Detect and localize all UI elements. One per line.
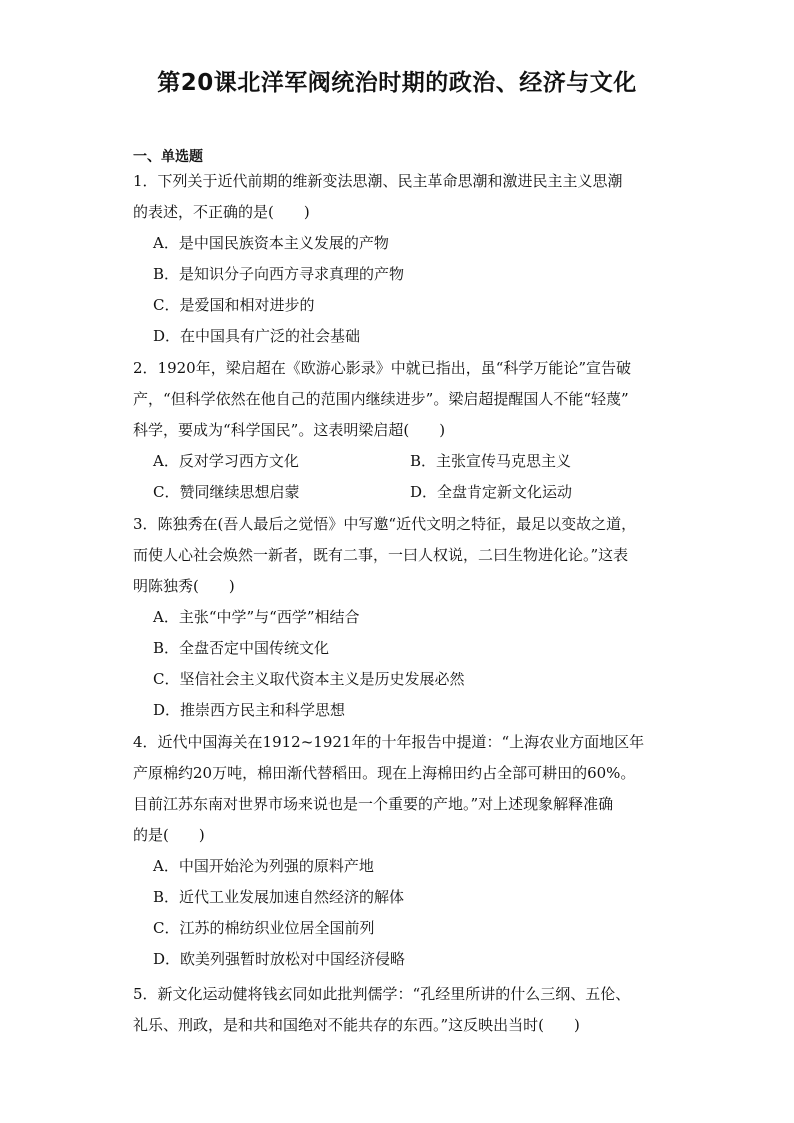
question-2-option-a: A．反对学习西方文化 [153,452,299,470]
question-4-option-a: A．中国开始沦为列强的原料产地 [153,857,374,875]
question-3-stem-cont: 而使人心社会焕然一新者，既有二事，一曰人权说，二曰生物进化论。”这表 [133,546,629,564]
question-2-stem-cont-2: 科学，要成为“科学国民”。这表明梁启超( ) [133,421,446,439]
question-3-option-c: C．坚信社会主义取代资本主义是历史发展必然 [153,670,465,688]
question-4-option-d: D．欧美列强暂时放松对中国经济侵略 [153,950,406,968]
question-5-stem: 5．新文化运动健将钱玄同如此批判儒学：“孔经里所讲的什么三纲、五伦、 [133,985,631,1003]
page-title: 第20课北洋军阀统治时期的政治、经济与文化 [157,70,637,96]
question-3-option-a: A．主张“中学”与“西学”相结合 [153,608,360,626]
question-4-stem: 4．近代中国海关在1912~1921年的十年报告中提道：“上海农业方面地区年 [133,733,645,751]
question-4-option-b: B．近代工业发展加速自然经济的解体 [153,888,405,906]
question-2-option-b: B．主张宣传马克思主义 [410,452,572,470]
question-3-stem-cont-2: 明陈独秀( ) [133,577,235,595]
question-1-stem-cont: 的表述，不正确的是( ) [133,203,310,221]
question-4-option-c: C．江苏的棉纺织业位居全国前列 [153,919,375,937]
question-1-option-d: D．在中国具有广泛的社会基础 [153,327,361,345]
question-2-stem: 2．1920年，梁启超在《欧游心影录》中就已指出，虽“科学万能论”宣告破 [133,359,632,377]
question-1-option-a: A．是中国民族资本主义发展的产物 [153,234,389,252]
question-3-stem: 3．陈独秀在(吾人最后之觉悟》中写邀“近代文明之特征，最足以变故之道， [133,515,637,533]
question-2-stem-cont: 产，“但科学依然在他自己的范围内继续进步”。梁启超提醒国人不能“轻蔑” [133,390,629,408]
question-1-stem: 1．下列关于近代前期的维新变法思潮、民主革命思潮和激进民主主义思潮 [133,172,623,190]
question-2-option-c: C．赞同继续思想启蒙 [153,483,300,501]
section-heading: 一、单选题 [133,149,203,165]
question-3-option-b: B．全盘否定中国传统文化 [153,639,330,657]
question-2-option-d: D．全盘肯定新文化运动 [410,483,573,501]
question-1-option-b: B．是知识分子向西方寻求真理的产物 [153,265,405,283]
question-4-stem-cont: 产原棉约20万吨，棉田渐代替稻田。现在上海棉田约占全部可耕田的60%。 [133,764,636,782]
question-5-stem-cont: 礼乐、刑政，是和共和国绝对不能共存的东西。”这反映出当时( ) [133,1016,580,1034]
question-4-stem-cont-3: 的是( ) [133,826,205,844]
question-1-option-c: C．是爱国和相对进步的 [153,296,315,314]
question-3-option-d: D．推崇西方民主和科学思想 [153,701,346,719]
question-4-stem-cont-2: 目前江苏东南对世界市场来说也是一个重要的产地。”对上述现象解释准确 [133,795,614,813]
